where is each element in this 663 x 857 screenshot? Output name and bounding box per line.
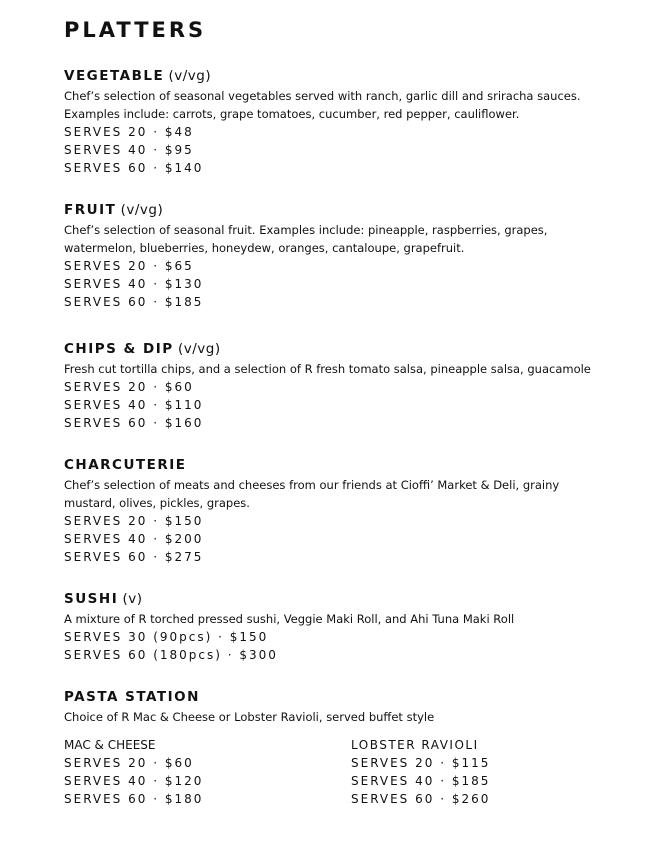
section-description: Choice of R Mac & Cheese or Lobster Ravioli, served buffet style <box>64 710 435 724</box>
section-name: FRUIT <box>64 202 117 218</box>
serving-option: SERVES 40 · $110 <box>64 398 204 412</box>
dietary-tag: (v) <box>122 591 143 607</box>
section-description: mustard, olives, pickles, grapes. <box>64 496 250 510</box>
pasta-option-heading: LOBSTER RAVIOLI <box>351 738 479 752</box>
section-name: VEGETABLE <box>64 68 165 84</box>
serving-option: SERVES 20 · $48 <box>64 125 194 139</box>
serving-option: SERVES 60 · $260 <box>351 792 491 806</box>
serving-option: SERVES 20 · $60 <box>64 380 194 394</box>
pasta-options <box>64 736 624 816</box>
serving-option: SERVES 60 · $275 <box>64 550 204 564</box>
page-title: PLATTERS <box>64 18 207 42</box>
serving-option: SERVES 40 · $95 <box>64 143 194 157</box>
serving-option: SERVES 60 · $160 <box>64 416 204 430</box>
section-name: SUSHI <box>64 591 119 607</box>
serving-option: SERVES 20 · $150 <box>64 514 204 528</box>
serving-option: SERVES 20 · $60 <box>64 756 194 770</box>
pasta-option-mac-cheese <box>64 736 324 808</box>
pasta-option-heading: MAC & CHEESE <box>64 738 156 752</box>
serving-option: SERVES 40 · $200 <box>64 532 204 546</box>
section-name: CHIPS & DIP <box>64 341 174 357</box>
section-charcuterie <box>64 456 624 566</box>
section-description: watermelon, blueberries, honeydew, oranges, cantaloupe, grapefruit. <box>64 241 465 255</box>
section-description: A mixture of R torched pressed sushi, Veggie Maki Roll, and Ahi Tuna Maki Roll <box>64 612 515 626</box>
section-name: CHARCUTERIE <box>64 457 187 473</box>
serving-option: SERVES 60 · $185 <box>64 295 204 309</box>
dietary-tag: (v/vg) <box>120 202 164 218</box>
section-description: Fresh cut tortilla chips, and a selection of R fresh tomato salsa, pineapple salsa, guacamole <box>64 362 591 376</box>
serving-option: SERVES 40 · $130 <box>64 277 204 291</box>
section-name: PASTA STATION <box>64 689 200 705</box>
section-pasta-station <box>64 688 624 816</box>
section-vegetable <box>64 67 624 177</box>
section-heading <box>64 201 624 221</box>
serving-option: SERVES 40 · $185 <box>351 774 491 788</box>
dietary-tag: (v/vg) <box>177 341 221 357</box>
serving-option: SERVES 60 · $140 <box>64 161 204 175</box>
section-fruit <box>64 201 624 311</box>
section-description: Examples include: carrots, grape tomatoes, cucumber, red pepper, cauliflower. <box>64 107 520 121</box>
dietary-tag: (v/vg) <box>168 68 212 84</box>
serving-option: SERVES 30 (90pcs) · $150 <box>64 630 269 644</box>
section-heading <box>64 67 624 87</box>
serving-option: SERVES 20 · $65 <box>64 259 194 273</box>
section-description: Chef’s selection of seasonal fruit. Examples include: pineapple, raspberries, grapes, <box>64 223 548 237</box>
section-heading <box>64 340 624 360</box>
section-heading <box>64 456 624 476</box>
section-description: Chef’s selection of meats and cheeses from our friends at Cioffi’ Market & Deli, grainy <box>64 478 560 492</box>
section-heading <box>64 688 624 708</box>
serving-option: SERVES 40 · $120 <box>64 774 204 788</box>
section-sushi <box>64 590 624 664</box>
pasta-option-lobster-ravioli <box>351 736 611 808</box>
serving-option: SERVES 20 · $115 <box>351 756 491 770</box>
section-heading <box>64 590 624 610</box>
section-chips-dip <box>64 340 624 432</box>
serving-option: SERVES 60 · $180 <box>64 792 204 806</box>
serving-option: SERVES 60 (180pcs) · $300 <box>64 648 278 662</box>
section-description: Chef’s selection of seasonal vegetables served with ranch, garlic dill and sriracha sauces. <box>64 89 581 103</box>
